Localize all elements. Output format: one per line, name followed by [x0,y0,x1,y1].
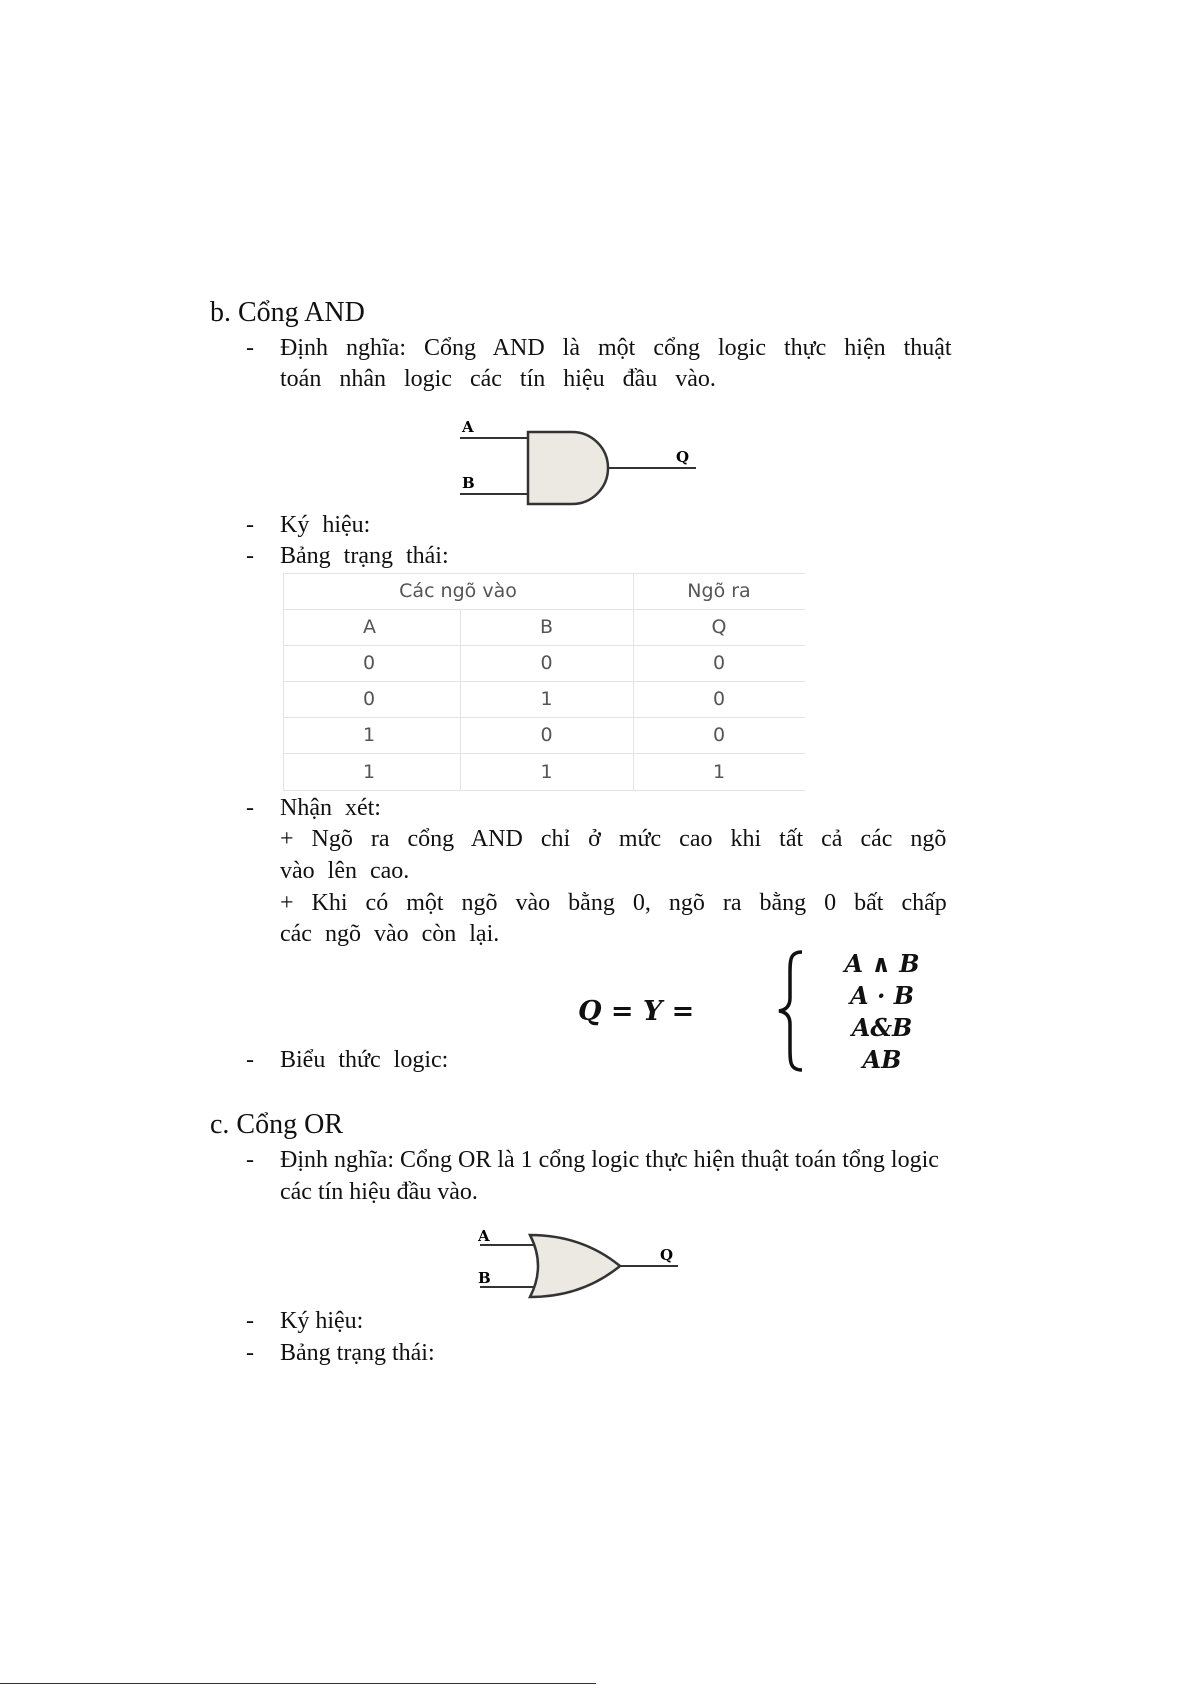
column-header-b: B [539,616,554,638]
or-definition-line2: các tín hiệu đầu vào. [280,1179,478,1205]
column-header-a: A [363,616,376,638]
bullet: - [246,1308,254,1334]
formula-case: A · B [850,981,914,1010]
table-cell: 0 [712,652,726,674]
formula-cases [812,948,952,1076]
or-gate-symbol [472,1225,692,1305]
table-cell: 0 [712,688,726,710]
and-remark-label: Nhận xét: [280,795,381,821]
and-remark1-line2: vào lên cao. [280,858,410,884]
and-definition-line2: toán nhân logic các tín hiệu đầu vào. [280,366,716,392]
table-header-inputs: Các ngõ vào [399,580,517,602]
gate-output-q-label: Q [676,448,690,466]
formula-case: AB [862,1045,902,1074]
section-title-or: c. Cổng OR [210,1109,343,1140]
and-truth-table-label: Bảng trạng thái: [280,543,449,569]
table-cell: 1 [540,688,553,710]
and-symbol-label: Ký hiệu: [280,512,371,538]
table-cell: 0 [540,724,553,746]
gate-input-b-label: B [478,1269,491,1287]
column-header-q: Q [711,616,727,638]
table-cell: 0 [363,652,376,674]
and-definition-line1: Định nghĩa: Cổng AND là một cổng logic thực hiện thuật [280,335,952,361]
and-expression-label: Biểu thức logic: [280,1047,449,1073]
bullet: - [246,1340,254,1366]
bullet: - [246,1147,254,1173]
bullet: - [246,335,254,361]
or-definition-line1: Định nghĩa: Cổng OR là 1 cổng logic thực hiện thuật toán tổng logic [280,1147,939,1173]
bullet: - [246,543,254,569]
section-title-and: b. Cổng AND [210,297,365,328]
gate-output-q-label: Q [660,1246,674,1264]
footer-rule [0,1683,596,1684]
truth-table [283,573,805,791]
or-truth-table-label: Bảng trạng thái: [280,1340,435,1366]
formula-case: A ∧ B [844,949,920,978]
bullet: - [246,1047,254,1073]
table-cell: 0 [712,724,726,746]
and-remark2-line2: các ngõ vào còn lại. [280,921,500,947]
and-remark2-line1: + Khi có một ngõ vào bằng 0, ngõ ra bằng 0 bất chấp [280,890,947,916]
bullet: - [246,795,254,821]
table-cell: 0 [363,688,376,710]
table-header-output: Ngõ ra [687,580,751,602]
table-cell: 1 [712,760,726,783]
gate-input-a-label: A [462,418,474,436]
table-cell: 1 [363,760,376,783]
formula-lhs: Q = Y = [578,996,695,1027]
left-brace-icon [776,950,806,1072]
or-symbol-label: Ký hiệu: [280,1308,364,1334]
and-gate-symbol [452,412,707,512]
gate-input-a-label: A [478,1227,490,1245]
gate-input-b-label: B [462,474,475,492]
table-cell: 1 [540,760,553,783]
bullet: - [246,512,254,538]
table-cell: 0 [540,652,553,674]
formula-case: A&B [851,1013,913,1042]
table-cell: 1 [363,724,376,746]
and-remark1-line1: + Ngõ ra cổng AND chỉ ở mức cao khi tất cả các ngõ [280,826,947,852]
